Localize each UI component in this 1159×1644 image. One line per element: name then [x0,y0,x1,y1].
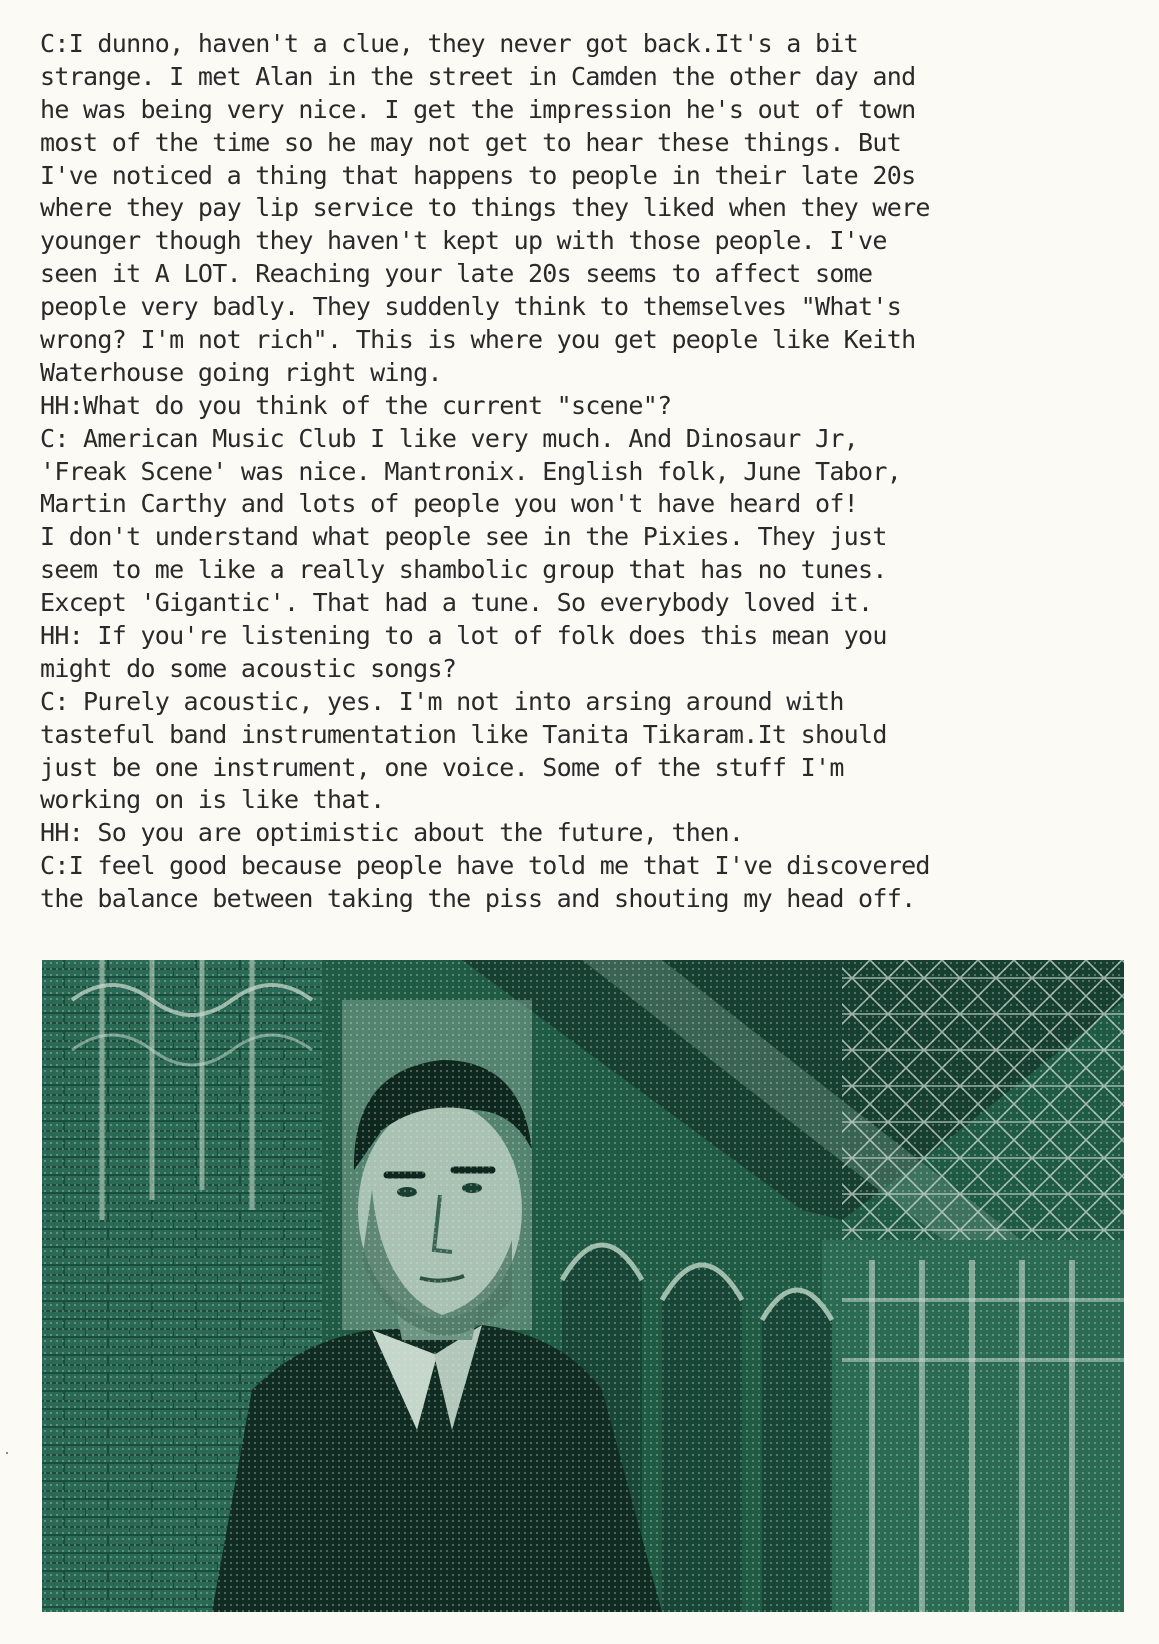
text-line: he was being very nice. I get the impression he's out of town [40,94,916,124]
portrait-photo-graphic [42,960,1124,1612]
text-line: working on is like that. [40,785,385,815]
text-line: I don't understand what people see in the Pixies. They just [40,522,887,552]
text-line: seem to me like a really shambolic group that has no tunes. [40,555,887,585]
text-line: strange. I met Alan in the street in Camden the other day and [40,61,916,91]
text-line: Martin Carthy and lots of people you won't have heard of! [40,489,859,519]
portrait-photo [42,960,1124,1612]
text-line: where they pay lip service to things they liked when they were [40,193,930,223]
text-line: wrong? I'm not rich". This is where you get people like Keith [40,325,916,355]
question-line: HH: If you're listening to a lot of folk does this mean you [40,621,887,651]
text-line: C:I feel good because people have told me that I've discovered [40,851,930,881]
question-line: HH:What do you think of the current "scene"? [40,390,672,420]
text-line: the balance between taking the piss and shouting my head off. [40,884,916,914]
text-line: C: American Music Club I like very much. And Dinosaur Jr, [40,423,859,453]
print-speck [6,1452,8,1454]
text-line: C:I dunno, haven't a clue, they never got back.It's a bit [40,29,859,58]
text-line: tasteful band instrumentation like Tanita Tikaram.It should [40,719,887,749]
text-line: I've noticed a thing that happens to people in their late 20s [40,160,916,190]
interview-text [40,28,1130,916]
text-line: Waterhouse going right wing. [40,357,442,387]
text-line: seen it A LOT. Reaching your late 20s seems to affect some [40,259,873,289]
text-line: C: Purely acoustic, yes. I'm not into arsing around with [40,686,844,716]
text-line: most of the time so he may not get to hear these things. But [40,127,902,157]
text-line: just be one instrument, one voice. Some of the stuff I'm [40,752,844,782]
text-line: people very badly. They suddenly think to themselves "What's [40,292,902,322]
text-line: Except 'Gigantic'. That had a tune. So everybody loved it. [40,588,873,618]
text-line: 'Freak Scene' was nice. Mantronix. English folk, June Tabor, [40,456,902,486]
question-line: HH: So you are optimistic about the future, then. [40,818,744,848]
text-line: younger though they haven't kept up with those people. I've [40,226,887,256]
question-line: might do some acoustic songs? [40,653,457,683]
